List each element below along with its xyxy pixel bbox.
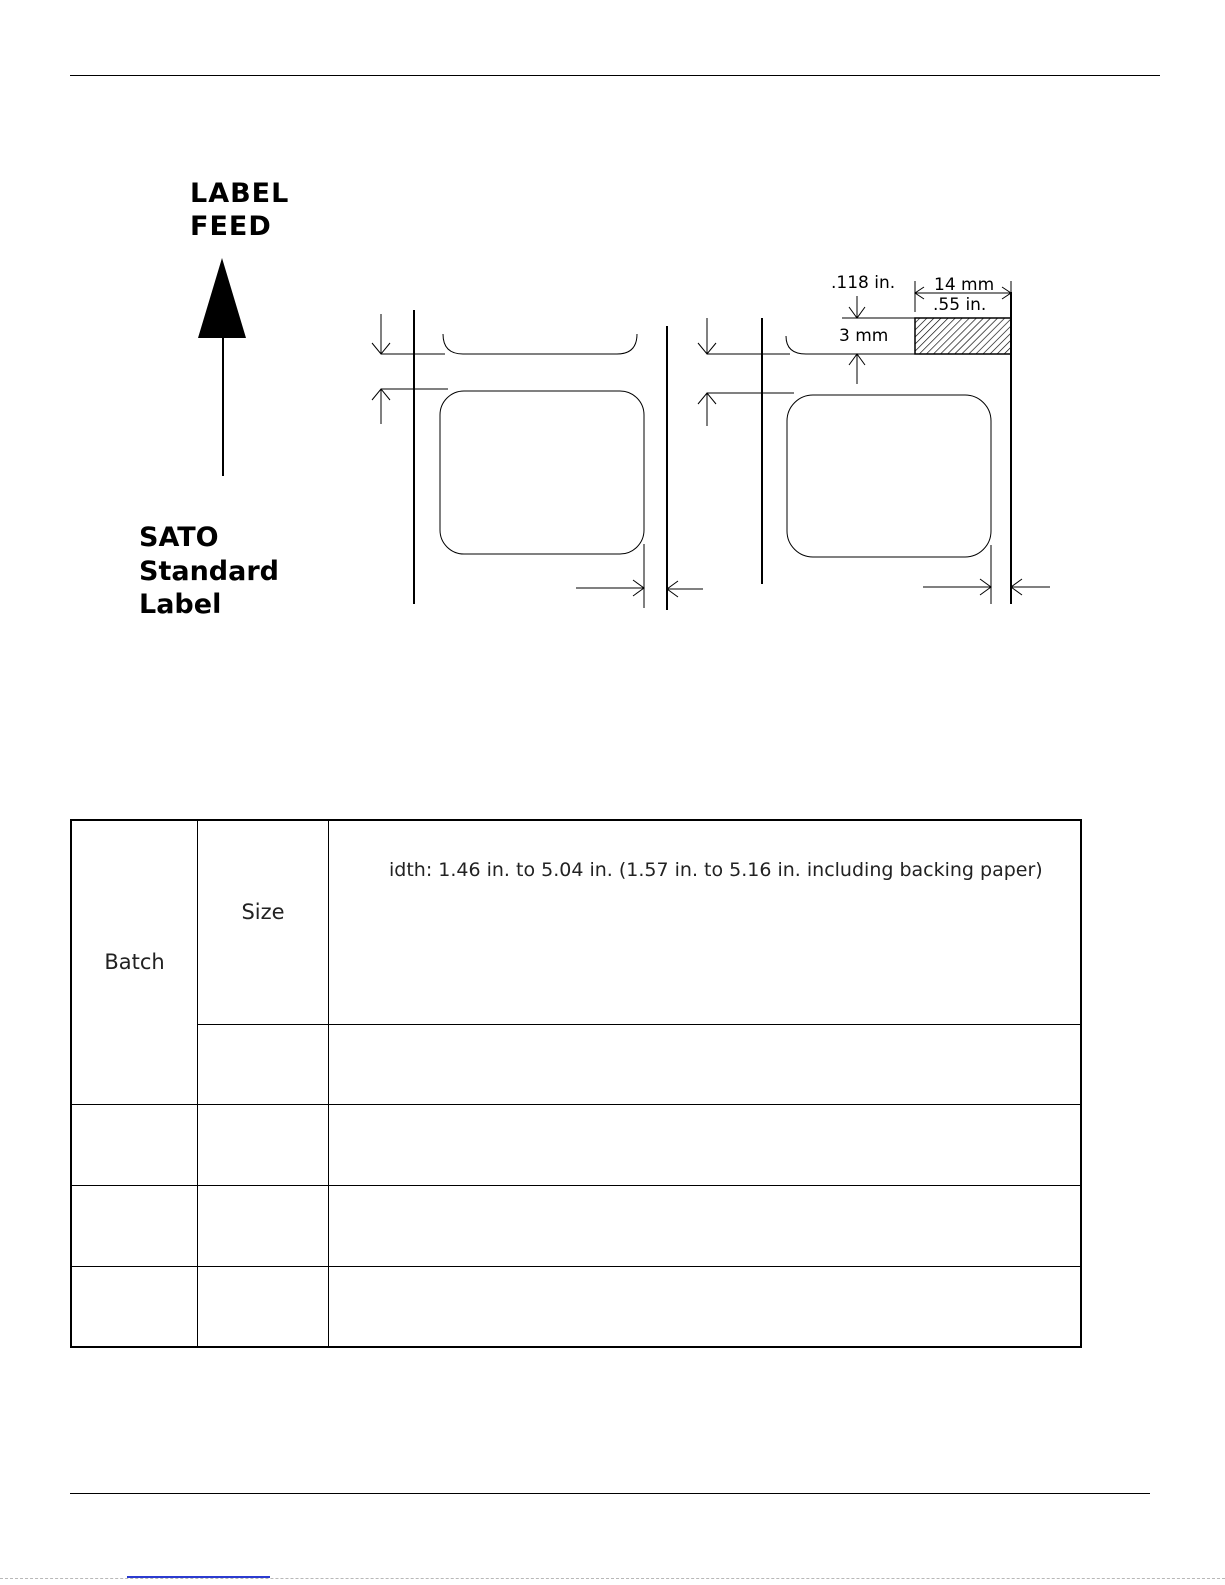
label-caption-line-2: Standard: [139, 555, 279, 587]
feed-caption-line-2: FEED: [190, 211, 272, 242]
size-label: Size: [241, 900, 285, 925]
table-cell: [329, 1185, 1082, 1266]
footer-link-underline[interactable]: [127, 1576, 270, 1578]
size-value-cell: [329, 820, 1082, 1024]
width-spec-text: idth: 1.46 in. to 5.04 in. (1.57 in. to 5.16 in. including backing paper): [389, 859, 1043, 881]
feed-arrow-icon: [198, 258, 246, 476]
dim-3-mm: 3 mm: [839, 326, 889, 346]
table-cell: [198, 1024, 329, 1104]
label-caption-line-3: Label: [139, 589, 222, 620]
table-row: [71, 820, 1081, 1024]
table-row: [71, 1024, 1081, 1104]
table-cell: [71, 1185, 198, 1266]
spec-table: [70, 819, 1082, 1348]
table-cell: [198, 1185, 329, 1266]
left-label-strip: [372, 310, 703, 610]
batch-cell: [71, 820, 198, 1104]
feed-caption-line-1: LABEL: [190, 178, 290, 209]
table-row: [71, 1266, 1081, 1347]
label-diagram: [0, 0, 1225, 700]
footer-dotted-line: [0, 1578, 1225, 1579]
size-cell: [198, 820, 329, 1024]
table-cell: [198, 1266, 329, 1347]
table-cell: [198, 1104, 329, 1185]
table-cell: [329, 1104, 1082, 1185]
dim-118-in: .118 in.: [831, 273, 896, 293]
dim-14-mm: 14 mm: [934, 275, 995, 295]
table-row: [71, 1185, 1081, 1266]
eye-mark-icon: [915, 318, 1011, 354]
label-caption-line-1: SATO: [139, 522, 219, 553]
table-cell: [71, 1104, 198, 1185]
table-cell: [71, 1266, 198, 1347]
batch-label: Batch: [104, 950, 165, 975]
dim-55-in: .55 in.: [933, 295, 987, 315]
bottom-rule: [70, 1493, 1150, 1494]
table-cell: [329, 1266, 1082, 1347]
table-cell: [329, 1024, 1082, 1104]
table-row: [71, 1104, 1081, 1185]
